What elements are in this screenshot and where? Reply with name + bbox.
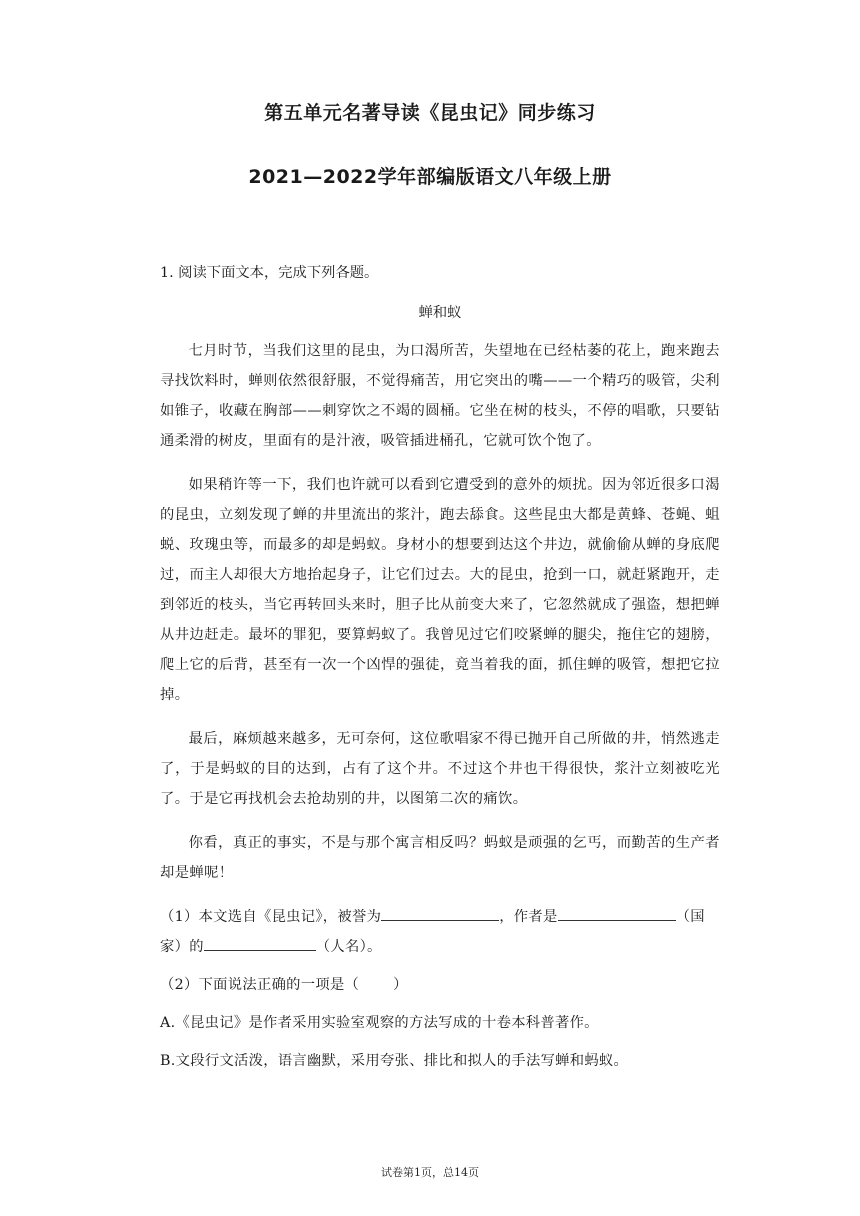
option-b: B.文段行文活泼，语言幽默，采用夸张、排比和拟人的手法写蝉和蚂蚁。 [160, 1053, 629, 1069]
page-title: 第五单元名著导读《昆虫记》同步练习 [264, 102, 596, 124]
answer-blank-author[interactable] [204, 932, 316, 951]
passage-title: 蝉和蚁 [418, 305, 462, 321]
passage-paragraph-3: 最后，麻烦越来越多，无可奈何，这位歌唱家不得已抛开自己所做的井，悄然逃走了，于是蚂蚁的目的达到，占有了这个井。不过这个井也干得很快，浆汁立刻被吃光了。于是它再找机会去抢劫别的井，以图第二次的痛饮。 [160, 731, 720, 807]
question-1 [160, 258, 720, 1084]
answer-blank-country[interactable] [558, 902, 676, 921]
sub-question-1-part1: （1）本文选自《昆虫记》，被誉为 [160, 909, 382, 925]
question-intro: 1. 阅读下面文本，完成下列各题。 [160, 265, 379, 281]
sub-question-2-stem-start: （2）下面说法正确的一项是（ [160, 977, 360, 993]
page-footer: 试卷第1页，总14页 [381, 1166, 479, 1179]
sub-question-1 [160, 902, 720, 962]
answer-blank-title[interactable] [381, 902, 499, 921]
sub-question-1-part3: （国家）的 [160, 909, 705, 955]
option-a: A.《昆虫记》是作者采用实验室观察的方法写成的十卷本科普著作。 [160, 1015, 599, 1031]
passage-paragraph-4: 你看，真正的事实，不是与那个寓言相反吗？蚂蚁是顽强的乞丐，而勤苦的生产者却是蝉呢！ [160, 835, 720, 881]
passage-paragraph-2: 如果稍许等一下，我们也许就可以看到它遭受到的意外的烦扰。因为邻近很多口渴的昆虫，立刻发现了蝉的井里流出的浆汁，跑去舔食。这些昆虫大都是黄蜂、苍蝇、蛆蜕、玫瑰虫等，而最多的却是蚂蚁。身材小的想要到达这个井边，就偷偷从蝉的身底爬过，而主人却很大方地抬起身子，让它们过去。大的昆虫，抢到一口，就赶紧跑开，走到邻近的枝头，当它再转回头来时，胆子比从前变大来了，它忽然就成了强盗，想把蝉从井边赶走。最坏的罪犯，要算蚂蚁了。我曾见过它们咬紧蝉的腿尖，拖住它的翅膀，爬上它的后背，甚至有一次一个凶悍的强徒，竟当着我的面，抓住蝉的吸管，想把它拉掉。 [160, 477, 720, 703]
passage-paragraph-1: 七月时节，当我们这里的昆虫，为口渴所苦，失望地在已经枯萎的花上，跑来跑去寻找饮料时，蝉则依然很舒服，不觉得痛苦，用它突出的嘴——一个精巧的吸管，尖利如锥子，收藏在胸部——刺穿饮之不竭的圆桶。它坐在树的枝头，不停的唱歌，只要钻通柔滑的树皮，里面有的是汁液，吸管插进桶孔，它就可饮个饱了。 [160, 343, 720, 449]
sub-question-1-part4: （人名）。 [315, 939, 382, 955]
sub-question-2-stem-end: ） [393, 977, 408, 993]
sub-question-1-part2: ，作者是 [499, 909, 558, 925]
sub-question-2 [160, 970, 720, 1000]
page-subtitle: 2021—2022学年部编版语文八年级上册 [248, 166, 612, 188]
